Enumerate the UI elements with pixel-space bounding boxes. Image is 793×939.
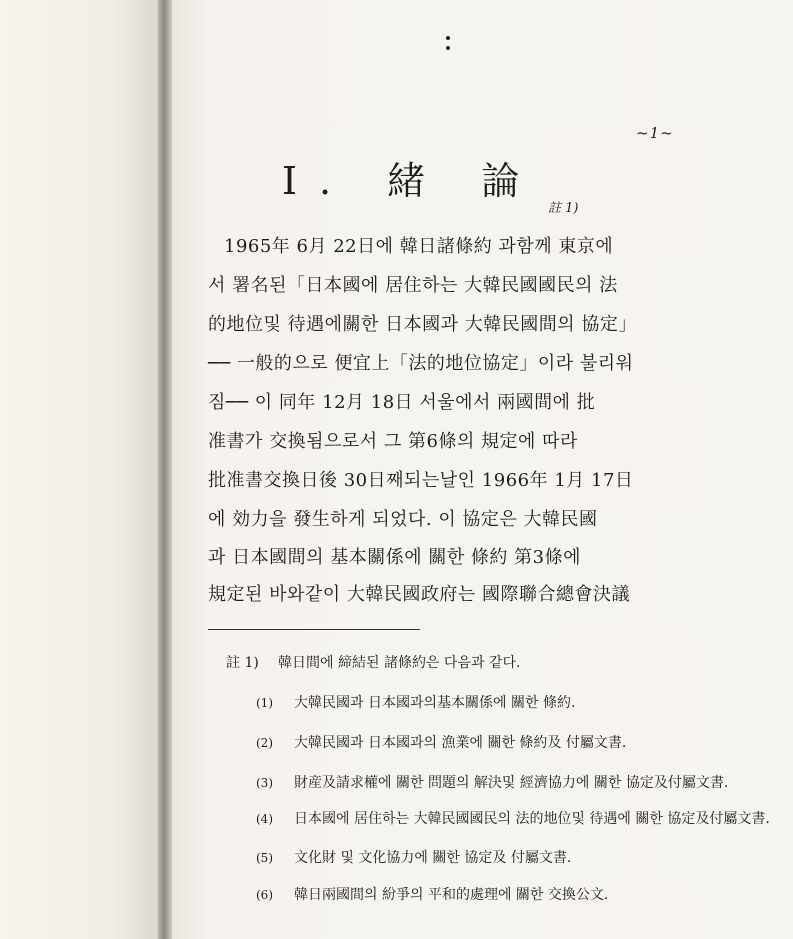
body-line-8: 에 効力을 發生하게 되었다. 이 協定은 大韓民國 (208, 509, 598, 530)
footnote-label: 註 1) (226, 655, 259, 671)
body-line-9: 과 日本國間의 基本關係에 關한 條約 第3條에 (208, 547, 581, 568)
footnote-item-number: (2) (256, 736, 273, 750)
footnote-item-number: (6) (256, 888, 273, 902)
footnote-item-text: 日本國에 居住하는 大韓民國國民의 法的地位및 待遇에 關한 協定及付屬文書. (294, 811, 770, 827)
footnote-item-number: (3) (256, 776, 273, 790)
footnote-item-6 (256, 884, 608, 904)
body-line-3: 的地位및 待遇에關한 日本國과 大韓民國間의 協定」 (208, 314, 637, 335)
footnote-intro: 韓日間에 締結된 諸條約은 다음과 같다. (278, 655, 521, 671)
footnote-item-text: 大韓民國과 日本國과의基本關係에 關한 條約. (294, 695, 576, 711)
footnote-divider (208, 629, 420, 630)
body-line-4: ── 一般的으로 便宜上「法的地位協定」이라 불리워 (208, 353, 634, 374)
footnote-item-text: 財産及請求權에 關한 問題의 解決및 經濟協力에 關한 協定及付屬文書. (294, 775, 729, 791)
colon-marks (446, 36, 452, 56)
footnote-item-2 (256, 732, 626, 752)
footnote-item-number: (5) (256, 851, 273, 865)
footnote-item-number: (4) (256, 812, 273, 826)
page-number: ~1~ (636, 124, 674, 142)
body-line-5: 짐── 이 同年 12月 18日 서울에서 兩國間에 批 (208, 392, 596, 413)
section-heading: I. 緒 論 (282, 159, 542, 203)
footnote-item-number: (1) (256, 696, 273, 710)
footnote-item-3 (256, 772, 728, 792)
body-line-10: 規定된 바와같이 大韓民國政府는 國際聯合總會決議 (208, 584, 630, 605)
book-gutter (158, 0, 172, 939)
footnote-item-text: 大韓民國과 日本國과의 漁業에 關한 條約及 付屬文書. (294, 735, 627, 751)
footnote-reference-mark: 註 1) (548, 201, 579, 216)
footnote-item-4 (256, 808, 770, 828)
footnote-item-text: 文化財 및 文化協力에 關한 協定及 付屬文書. (294, 850, 572, 866)
footnote-heading (226, 652, 520, 672)
left-page (0, 0, 162, 939)
body-line-7: 批准書交換日後 30日째되는날인 1966年 1月 17日 (208, 470, 634, 491)
body-line-1: 1965年 6月 22日에 韓日諸條約 과함께 東京에 (224, 236, 614, 257)
footnote-item-text: 韓日兩國間의 紛爭의 平和的處理에 關한 交換公文. (294, 887, 609, 903)
footnote-item-5 (256, 847, 571, 867)
body-line-6: 准書가 交換됨으로서 그 第6條의 規定에 따라 (208, 431, 578, 452)
body-line-2: 서 署名된「日本國에 居住하는 大韓民國國民의 法 (208, 275, 618, 296)
footnote-item-1 (256, 692, 575, 712)
